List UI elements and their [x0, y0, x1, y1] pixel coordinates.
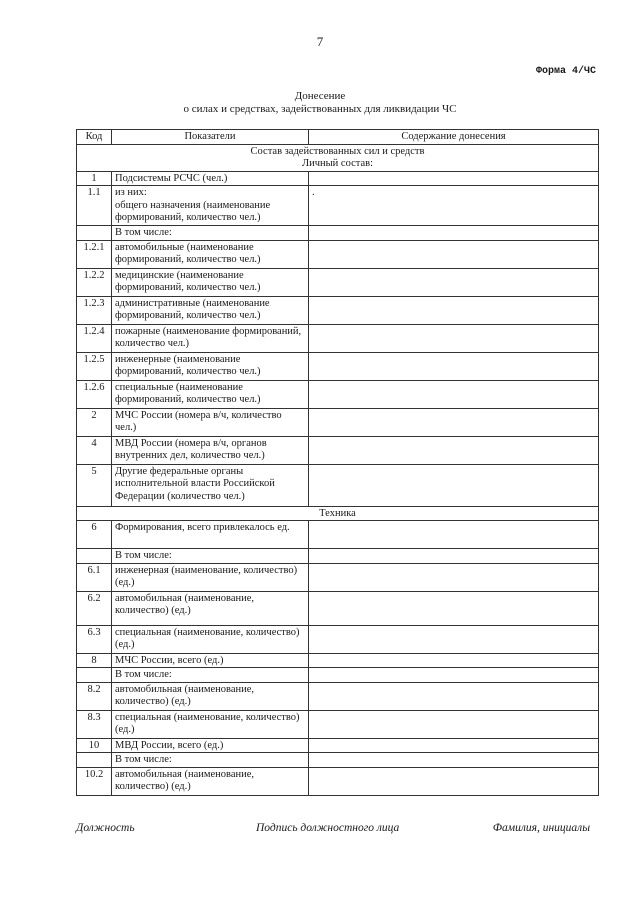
row-content	[309, 408, 599, 436]
row-content	[309, 563, 599, 591]
page-number: 7	[316, 34, 324, 49]
row-indicator: В том числе:	[112, 753, 309, 768]
row-indicator: В том числе:	[112, 226, 309, 241]
row-content	[309, 549, 599, 564]
row-code: 6.1	[77, 563, 112, 591]
row-code: 6.2	[77, 591, 112, 625]
row-content	[309, 625, 599, 653]
row-indicator: Подсистемы РСЧС (чел.)	[112, 171, 309, 186]
report-table	[76, 129, 599, 796]
row-indicator: специальная (наименование, количество) (ед.)	[112, 625, 309, 653]
row-content: .	[309, 186, 599, 226]
document-title	[0, 90, 640, 116]
row-indicator: Другие федеральные органы исполнительной власти Российской Федерации (количество чел.)	[112, 464, 309, 506]
row-content	[309, 296, 599, 324]
row-indicator: автомобильная (наименование, количество) (ед.)	[112, 591, 309, 625]
row-content	[309, 738, 599, 753]
row-content	[309, 380, 599, 408]
table-row	[77, 653, 599, 668]
header-content: Содержание донесения	[309, 130, 599, 145]
row-content	[309, 591, 599, 625]
table-row	[77, 738, 599, 753]
table-row	[77, 591, 599, 625]
table-row	[77, 563, 599, 591]
table-row	[77, 464, 599, 506]
table-row	[77, 268, 599, 296]
row-indicator: МЧС России, всего (ед.)	[112, 653, 309, 668]
row-content	[309, 710, 599, 738]
row-indicator: МЧС России (номера в/ч, количество чел.)	[112, 408, 309, 436]
signature-position: Должность	[76, 822, 135, 834]
table-row	[77, 324, 599, 352]
row-indicator: из них: общего назначения (наименование формирований, количество чел.)	[112, 186, 309, 226]
signature-official: Подпись должностного лица	[256, 822, 400, 834]
row-code	[77, 549, 112, 564]
header-code: Код	[77, 130, 112, 145]
row-content	[309, 226, 599, 241]
section-equipment-label: Техника	[77, 506, 599, 521]
table-row	[77, 521, 599, 549]
row-indicator: автомобильная (наименование, количество) (ед.)	[112, 682, 309, 710]
title-line-2: о силах и средствах, задействованных для ликвидации ЧС	[183, 103, 457, 115]
row-content	[309, 352, 599, 380]
table-row	[77, 352, 599, 380]
table-row	[77, 753, 599, 768]
row-code: 1.2.6	[77, 380, 112, 408]
table-row	[77, 408, 599, 436]
table-row	[77, 240, 599, 268]
table-row	[77, 625, 599, 653]
table-row	[77, 767, 599, 795]
row-code: 6	[77, 521, 112, 549]
signature-name: Фамилия, инициалы	[492, 822, 590, 834]
row-indicator: медицинские (наименование формирований, количество чел.)	[112, 268, 309, 296]
form-label: Форма 4/ЧС	[535, 66, 596, 77]
section-personnel-label: Личный состав:	[301, 158, 374, 169]
report-table-body	[77, 130, 599, 796]
row-code: 10.2	[77, 767, 112, 795]
row-content	[309, 324, 599, 352]
row-code: 1.2.2	[77, 268, 112, 296]
title-line-1: Донесение	[294, 90, 346, 102]
header-indicators: Показатели	[112, 130, 309, 145]
row-code	[77, 753, 112, 768]
table-row	[77, 436, 599, 464]
row-indicator: специальные (наименование формирований, количество чел.)	[112, 380, 309, 408]
row-code: 1	[77, 171, 112, 186]
row-code: 1.2.5	[77, 352, 112, 380]
row-indicator: пожарные (наименование формирований, количество чел.)	[112, 324, 309, 352]
row-code: 1.2.1	[77, 240, 112, 268]
table-header-row	[77, 130, 599, 145]
row-indicator: В том числе:	[112, 549, 309, 564]
table-row	[77, 296, 599, 324]
row-code: 1.2.3	[77, 296, 112, 324]
row-indicator: МВД России (номера в/ч, органов внутренних дел, количество чел.)	[112, 436, 309, 464]
row-indicator: МВД России, всего (ед.)	[112, 738, 309, 753]
row-code: 4	[77, 436, 112, 464]
row-code	[77, 226, 112, 241]
row-indicator: автомобильные (наименование формирований, количество чел.)	[112, 240, 309, 268]
row-content	[309, 521, 599, 549]
row-code: 8.2	[77, 682, 112, 710]
row-content	[309, 436, 599, 464]
row-indicator: инженерные (наименование формирований, количество чел.)	[112, 352, 309, 380]
row-code: 6.3	[77, 625, 112, 653]
row-code: 1.1	[77, 186, 112, 226]
row-code: 1.2.4	[77, 324, 112, 352]
section-main-label: Состав задействованных сил и средств	[250, 145, 425, 157]
row-content	[309, 668, 599, 683]
row-content	[309, 171, 599, 186]
row-content	[309, 653, 599, 668]
row-code: 10	[77, 738, 112, 753]
row-indicator: автомобильная (наименование, количество) (ед.)	[112, 767, 309, 795]
table-row	[77, 549, 599, 564]
table-row	[77, 226, 599, 241]
row-indicator: Формирования, всего привлекалось ед.	[112, 521, 309, 549]
row-code	[77, 668, 112, 683]
table-row	[77, 171, 599, 186]
row-code: 2	[77, 408, 112, 436]
row-content	[309, 240, 599, 268]
row-code: 8	[77, 653, 112, 668]
row-indicator: В том числе:	[112, 668, 309, 683]
section-row-equipment	[77, 506, 599, 521]
table-row	[77, 668, 599, 683]
row-indicator: инженерная (наименование, количество) (ед.)	[112, 563, 309, 591]
table-row	[77, 710, 599, 738]
row-content	[309, 464, 599, 506]
row-content	[309, 682, 599, 710]
section-row-main	[77, 144, 599, 171]
row-code: 5	[77, 464, 112, 506]
row-code: 8.3	[77, 710, 112, 738]
table-row	[77, 682, 599, 710]
row-content	[309, 767, 599, 795]
row-content	[309, 268, 599, 296]
row-indicator: административные (наименование формирований, количество чел.)	[112, 296, 309, 324]
row-indicator: специальная (наименование, количество) (ед.)	[112, 710, 309, 738]
table-row	[77, 186, 599, 226]
table-row	[77, 380, 599, 408]
row-content	[309, 753, 599, 768]
